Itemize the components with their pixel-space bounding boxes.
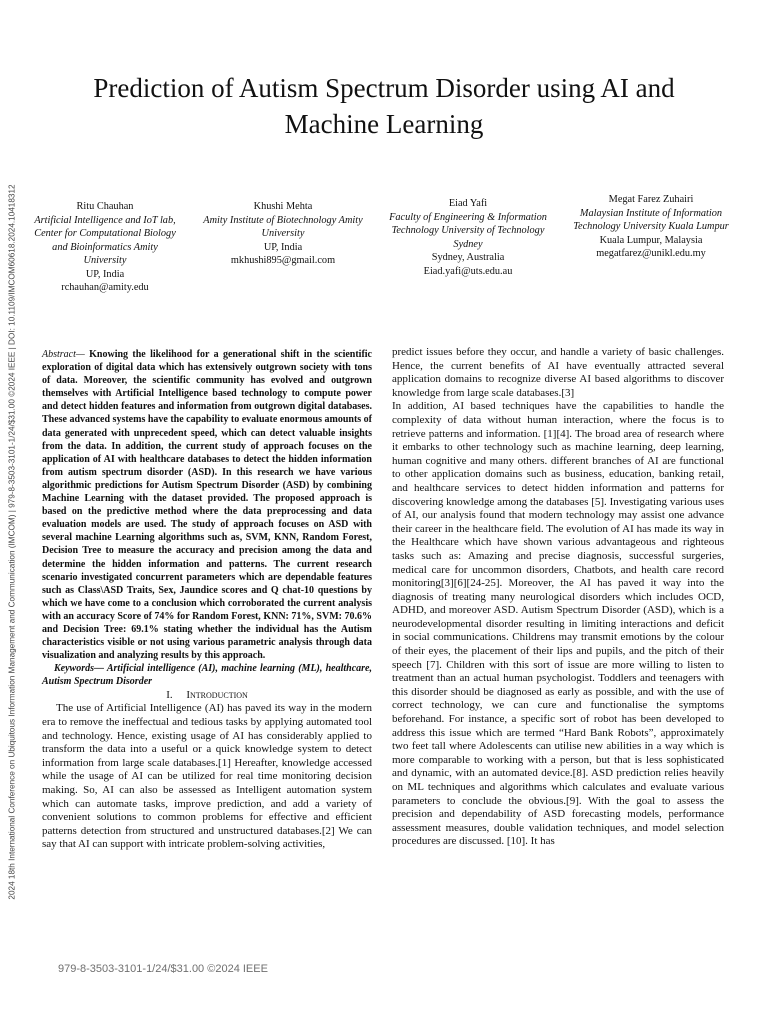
section-title: Introduction	[186, 689, 248, 702]
author-location: Sydney, Australia	[431, 252, 505, 263]
paper-title: Prediction of Autism Spectrum Disorder using AI and Machine Learning	[93, 73, 675, 139]
author-block-3	[386, 197, 550, 278]
author-affiliation: Faculty of Engineering & Information Technology University of Technology Sydney	[389, 211, 547, 250]
author-name: Eiad Yafi	[448, 198, 488, 209]
author-name: Khushi Mehta	[253, 201, 313, 212]
author-email: rchauhan@amity.edu	[61, 282, 149, 293]
side-banner-text: 2024 18th International Conference on Ubiquitous Information Management and Communication (IMCOM) | 979-8-3503-3101-1/24/$31.00 ©2024 IEEE | DOI: 10.1109/IMCOM60618.2024.10418312	[7, 184, 17, 900]
abstract-text: Knowing the likelihood for a generational shift in the scientific exploration of digital data which has extensively outgrown society with tons of data. Moreover, the scientific community has evolved and outgrown themselves with Artificial Intelligence based technology to compute power and detect hidden features and information from outgrown digital databases. These advanced systems have the capability to evaluate enormous amounts of data generated with unprecedent speed, which can detect valuable insights from the data. In addition, the current study of approach focuses on the application of AI with healthcare databases to detect the hidden information from autism spectrum disorder (ASD). In this research we have various algorithmic predictions for Autism Spectrum Disorder (ASD) by combining Machine Learning with the dataset provided. The proposed approach is based on the predictive method where the data preprocessing and data evaluation models are used. The study of approach focuses on ASD with several machine Learning algorithms such as, SVM, KNN, Random Forest, Decision Tree to measure the accuracy and precision among the data and determine the hidden information and patterns. The current research scenario investigated concurrent parameters which are dependable features such as Class\ASD Traits, Sex, Jaundice scores and Q chat-10 questions by which we have come to a conclusion which corroborated the current analysis with an accuracy Score of 74% for Random Forest, KNN: 71%, SVM: 70.6% and Decision Tree: 69.1% stating whether the individual has the Autism characteristics visible or not using various parametric analysis through data visualization and analyzing results by this approach.	[42, 349, 372, 662]
author-affiliation: Amity Institute of Biotechnology Amity University	[203, 214, 363, 239]
abstract-label: Abstract—	[42, 349, 85, 360]
author-location: Kuala Lumpur, Malaysia	[599, 234, 703, 246]
author-block-1	[30, 200, 180, 295]
author-affiliation: Artificial Intelligence and IoT lab, Center for Computational Biology and Bioinformatics Amity University	[34, 214, 176, 266]
author-name: Ritu Chauhan	[76, 201, 134, 212]
author-email: megatfarez@unikl.edu.my	[596, 248, 706, 259]
author-email: mkhushi895@gmail.com	[230, 255, 336, 266]
intro-paragraph: The use of Artificial Intelligence (AI) has paved its way in the modern era to remove the ineffectual and tedious tasks by applying automated tool and technology. Hence, existing usage of AI has considerably applied to transform the data into a useful or a quick knowledge system to detect information from large scale databases.[1] Hereafter, knowledge accessed while the usage of AI can be utilized for real time monitoring decision making. So, AI can also be assessed as Intelligent automation system which can automate tasks, improve prediction, and add a variety of convenient solutions to common problems for effective and efficient patterns detection from structured and unstructured databases.[2] We can say that AI can support with intricate problem-solving activities,	[42, 702, 372, 851]
author-location: UP, India	[85, 268, 125, 280]
right-column	[392, 346, 724, 849]
author-affiliation: Malaysian Institute of Information Technology University Kuala Lumpur	[573, 207, 729, 232]
section-number: I.	[166, 689, 173, 702]
keywords: Keywords— Artificial intelligence (AI), machine learning (ML), healthcare, Autism Spectrum Disorder	[42, 663, 372, 688]
author-name: Megat Farez Zuhairi	[608, 194, 694, 205]
section-heading	[42, 688, 372, 702]
right-paragraph-1: predict issues before they occur, and handle a variety of basic challenges. Hence, the current benefits of AI have eventually attracted several application domains to recognize diverse AI based algorithms to discover knowledge from large scale databases.[3]	[392, 346, 724, 399]
author-block-2	[200, 200, 366, 268]
abstract	[42, 348, 372, 662]
author-block-4	[566, 193, 736, 261]
right-paragraph-2: In addition, AI based techniques have the capabilities to handle the complexity of data without human interaction, where the focus is to retrieve patterns and information. [1][4]. The broad area of research where it embarks to other technology such as machine learning, deep learning, human cognitive and many others. different branches of AI are functional to other application domains such as business, education, banking retail, and healthcare services to detect hidden information and patterns for discovering knowledge among the databases [5]. Investigating various uses of AI, our analysis found that modern technology may assist one advance their career in the healthcare field. The evolution of AI has made its way in the Healthcare which have shown various advantageous and righteous tasks such as: Amazing and precise diagnosis, successful surgeries, medical care for uncommon disorders, Chatbots, and health care record monitoring[3][6][24-25]. Moreover, the AI has paved it way into the diagnosis of treating many neurological disorders which includes OCD, ADHD, and moreover ASD. Autism Spectrum Disorder (ASD), which is a neurodevelopmental disorder resulting in limiting interactions and deficit in social communications. Childrens may transmit emotions by the colour of their eyes, the placement of their lips and pupils, and the pitch of their speech [7]. Children with this sort of issue are more willing to listen to treatment than an actual human psychologist. Toddlers and teenagers with this disorder should be diagnosed as early as possible, and with the use of correct technology, we can cure and functionalise the symptoms beforehand. For instance, a specific sort of robot has been developed to address this issue which are termed “Hard Bank Robots”, approximately two feet tall where Adolescents can utilise new abilities in a way which is more comparable to working with a person, but that is less sophisticated and dynamic, with an automated device.[8]. ASD prediction relies heavily on ML techniques and algorithms which calculates and evaluate various parameters to conclude the obvious.[9]. With the goal to assess the precision and dependability of ASD forecasting models, performance assessment measures, double validation techniques, and model selection procedures are discussed. [10]. It has	[392, 400, 724, 848]
left-column	[42, 348, 372, 852]
author-email: Eiad.yafi@uts.edu.au	[423, 265, 513, 277]
author-location: UP, India	[263, 241, 303, 253]
side-banner	[1, 0, 23, 1024]
copyright-footer: 979-8-3503-3101-1/24/$31.00 ©2024 IEEE	[58, 963, 268, 975]
